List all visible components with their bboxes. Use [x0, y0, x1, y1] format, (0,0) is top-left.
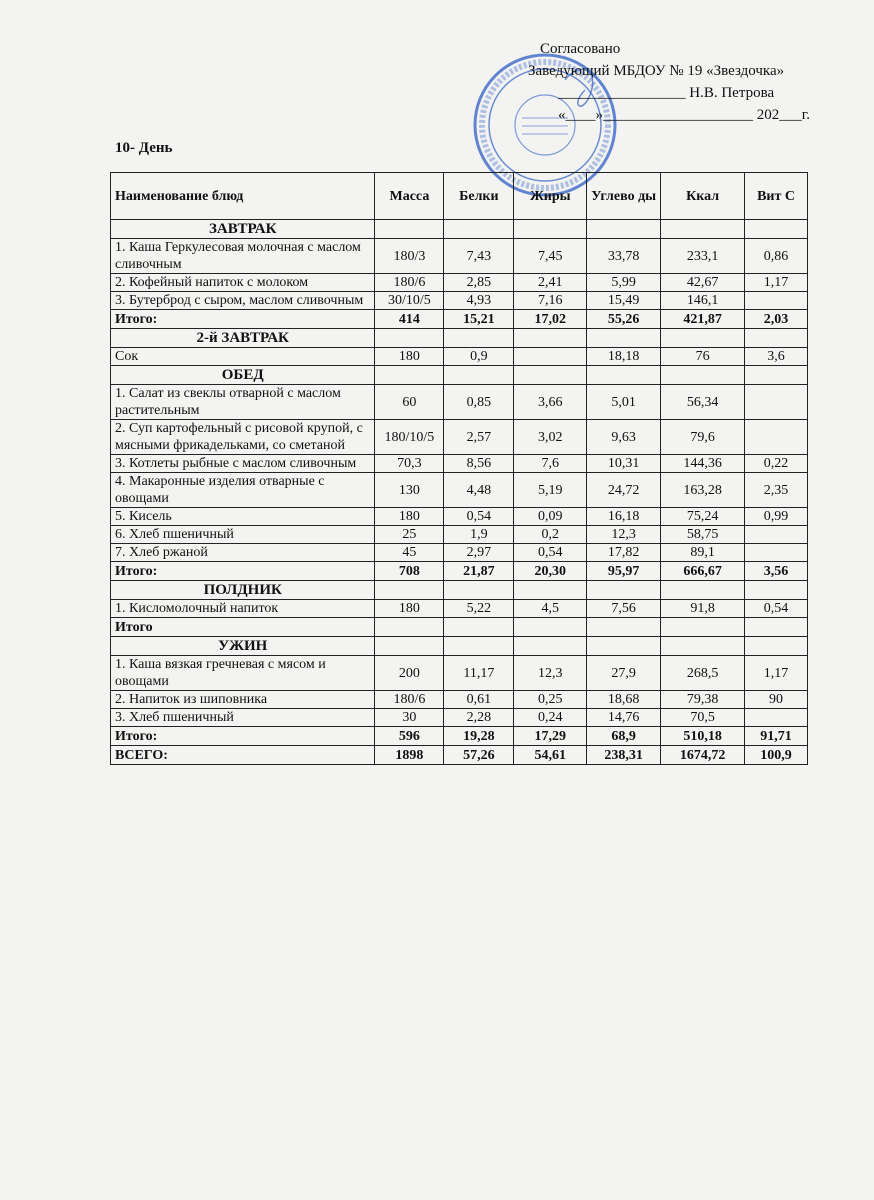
table-row	[111, 292, 808, 310]
cell-fats: 0,25	[514, 691, 587, 709]
cell-fats	[514, 581, 587, 600]
cell-dish-name: 3. Хлеб пшеничный	[111, 709, 375, 727]
approval-position: Заведующий МБДОУ № 19 «Звездочка»	[528, 63, 785, 79]
cell-carbs: 14,76	[587, 709, 661, 727]
cell-proteins: 2,57	[444, 420, 514, 455]
cell-mass: 200	[375, 656, 444, 691]
cell-vitamin-c: 3,6	[745, 348, 808, 366]
cell-kcal: 1674,72	[661, 746, 745, 765]
cell-fats	[514, 329, 587, 348]
cell-kcal: 75,24	[661, 508, 745, 526]
cell-fats	[514, 348, 587, 366]
header-carbs: Углево ды	[587, 173, 661, 220]
cell-kcal	[661, 618, 745, 637]
cell-mass	[375, 220, 444, 239]
approval-date-line: «____»____________________ 202___г.	[558, 107, 810, 123]
table-row	[111, 455, 808, 473]
cell-fats: 0,2	[514, 526, 587, 544]
total-row	[111, 727, 808, 746]
cell-proteins: 0,61	[444, 691, 514, 709]
cell-vitamin-c	[745, 709, 808, 727]
cell-kcal: 89,1	[661, 544, 745, 562]
cell-kcal: 58,75	[661, 526, 745, 544]
cell-vitamin-c: 0,22	[745, 455, 808, 473]
table-row	[111, 656, 808, 691]
header-kcal: Ккал	[661, 173, 745, 220]
section-row	[111, 329, 808, 348]
cell-carbs: 55,26	[587, 310, 661, 329]
cell-proteins	[444, 366, 514, 385]
cell-mass: 30/10/5	[375, 292, 444, 310]
cell-kcal: 56,34	[661, 385, 745, 420]
cell-mass	[375, 581, 444, 600]
cell-mass: 30	[375, 709, 444, 727]
cell-kcal: 146,1	[661, 292, 745, 310]
cell-mass: 70,3	[375, 455, 444, 473]
cell-proteins: 4,93	[444, 292, 514, 310]
cell-kcal	[661, 637, 745, 656]
header-dish-name: Наименование блюд	[111, 173, 375, 220]
cell-mass: 45	[375, 544, 444, 562]
cell-fats: 17,29	[514, 727, 587, 746]
table-row	[111, 420, 808, 455]
cell-fats: 7,6	[514, 455, 587, 473]
cell-proteins	[444, 581, 514, 600]
cell-vitamin-c: 91,71	[745, 727, 808, 746]
cell-fats: 7,45	[514, 239, 587, 274]
cell-fats: 54,61	[514, 746, 587, 765]
cell-proteins: 0,54	[444, 508, 514, 526]
cell-kcal: 421,87	[661, 310, 745, 329]
cell-vitamin-c: 2,35	[745, 473, 808, 508]
total-row	[111, 618, 808, 637]
cell-vitamin-c	[745, 420, 808, 455]
cell-vitamin-c	[745, 526, 808, 544]
cell-carbs: 24,72	[587, 473, 661, 508]
cell-proteins: 2,97	[444, 544, 514, 562]
cell-carbs: 18,18	[587, 348, 661, 366]
cell-proteins: 15,21	[444, 310, 514, 329]
cell-proteins: 57,26	[444, 746, 514, 765]
cell-carbs: 9,63	[587, 420, 661, 455]
cell-vitamin-c	[745, 618, 808, 637]
cell-proteins	[444, 329, 514, 348]
cell-mass: 60	[375, 385, 444, 420]
cell-dish-name: УЖИН	[111, 637, 375, 656]
cell-vitamin-c	[745, 544, 808, 562]
cell-carbs: 17,82	[587, 544, 661, 562]
cell-vitamin-c: 3,56	[745, 562, 808, 581]
cell-vitamin-c	[745, 637, 808, 656]
header-vitamin-c: Вит С	[745, 173, 808, 220]
cell-carbs: 238,31	[587, 746, 661, 765]
table-row	[111, 709, 808, 727]
cell-vitamin-c: 2,03	[745, 310, 808, 329]
table-row	[111, 526, 808, 544]
cell-fats: 0,09	[514, 508, 587, 526]
cell-dish-name: 3. Котлеты рыбные с маслом сливочным	[111, 455, 375, 473]
cell-proteins: 21,87	[444, 562, 514, 581]
cell-dish-name: 1. Каша вязкая гречневая с мясом и овощами	[111, 656, 375, 691]
cell-dish-name: 1. Каша Геркулесовая молочная с маслом сливочным	[111, 239, 375, 274]
cell-proteins: 2,28	[444, 709, 514, 727]
cell-proteins	[444, 637, 514, 656]
cell-fats: 20,30	[514, 562, 587, 581]
cell-dish-name: Итого:	[111, 562, 375, 581]
cell-proteins: 7,43	[444, 239, 514, 274]
cell-fats: 3,66	[514, 385, 587, 420]
cell-kcal: 233,1	[661, 239, 745, 274]
table-row	[111, 274, 808, 292]
cell-kcal: 268,5	[661, 656, 745, 691]
cell-mass: 180	[375, 508, 444, 526]
cell-dish-name: Сок	[111, 348, 375, 366]
cell-kcal	[661, 366, 745, 385]
cell-mass: 180/6	[375, 274, 444, 292]
table-row	[111, 508, 808, 526]
cell-vitamin-c	[745, 292, 808, 310]
cell-vitamin-c: 0,99	[745, 508, 808, 526]
cell-fats: 12,3	[514, 656, 587, 691]
cell-vitamin-c	[745, 329, 808, 348]
approval-title: Согласовано	[540, 41, 621, 57]
cell-dish-name: 2. Напиток из шиповника	[111, 691, 375, 709]
cell-fats: 5,19	[514, 473, 587, 508]
menu-table	[110, 172, 808, 765]
cell-fats: 2,41	[514, 274, 587, 292]
cell-kcal	[661, 581, 745, 600]
table-row	[111, 385, 808, 420]
header-fats: Жиры	[514, 173, 587, 220]
cell-dish-name: 6. Хлеб пшеничный	[111, 526, 375, 544]
cell-carbs: 68,9	[587, 727, 661, 746]
cell-proteins: 4,48	[444, 473, 514, 508]
cell-dish-name: 3. Бутерброд с сыром, маслом сливочным	[111, 292, 375, 310]
table-row	[111, 600, 808, 618]
cell-kcal: 666,67	[661, 562, 745, 581]
cell-mass: 25	[375, 526, 444, 544]
cell-fats: 4,5	[514, 600, 587, 618]
cell-carbs	[587, 329, 661, 348]
cell-carbs: 15,49	[587, 292, 661, 310]
cell-carbs: 16,18	[587, 508, 661, 526]
header-mass: Масса	[375, 173, 444, 220]
cell-mass: 180	[375, 348, 444, 366]
cell-fats: 0,24	[514, 709, 587, 727]
table-header-row	[111, 173, 808, 220]
cell-dish-name: 5. Кисель	[111, 508, 375, 526]
cell-mass	[375, 618, 444, 637]
table-row	[111, 691, 808, 709]
cell-carbs: 10,31	[587, 455, 661, 473]
cell-carbs: 7,56	[587, 600, 661, 618]
cell-dish-name: 4. Макаронные изделия отварные с овощами	[111, 473, 375, 508]
cell-proteins	[444, 220, 514, 239]
total-row	[111, 746, 808, 765]
cell-dish-name: Итого:	[111, 310, 375, 329]
approval-signature-line: _________________ Н.В. Петрова	[558, 85, 775, 101]
cell-fats: 0,54	[514, 544, 587, 562]
table-row	[111, 544, 808, 562]
section-row	[111, 581, 808, 600]
cell-kcal: 91,8	[661, 600, 745, 618]
cell-mass: 180	[375, 600, 444, 618]
cell-kcal: 510,18	[661, 727, 745, 746]
cell-kcal: 79,6	[661, 420, 745, 455]
section-row	[111, 637, 808, 656]
cell-proteins	[444, 618, 514, 637]
cell-fats	[514, 637, 587, 656]
section-row	[111, 220, 808, 239]
cell-kcal: 70,5	[661, 709, 745, 727]
cell-vitamin-c: 90	[745, 691, 808, 709]
cell-vitamin-c: 0,86	[745, 239, 808, 274]
cell-carbs: 12,3	[587, 526, 661, 544]
cell-carbs	[587, 220, 661, 239]
cell-mass	[375, 637, 444, 656]
cell-vitamin-c	[745, 220, 808, 239]
cell-kcal	[661, 329, 745, 348]
cell-carbs: 18,68	[587, 691, 661, 709]
cell-proteins: 0,9	[444, 348, 514, 366]
cell-proteins: 19,28	[444, 727, 514, 746]
cell-fats: 17,02	[514, 310, 587, 329]
cell-proteins: 5,22	[444, 600, 514, 618]
cell-fats: 3,02	[514, 420, 587, 455]
table-row	[111, 348, 808, 366]
cell-proteins: 8,56	[444, 455, 514, 473]
cell-kcal: 163,28	[661, 473, 745, 508]
total-row	[111, 562, 808, 581]
cell-kcal	[661, 220, 745, 239]
cell-mass: 596	[375, 727, 444, 746]
cell-dish-name: ОБЕД	[111, 366, 375, 385]
cell-carbs: 5,01	[587, 385, 661, 420]
cell-kcal: 79,38	[661, 691, 745, 709]
cell-vitamin-c: 0,54	[745, 600, 808, 618]
table-row	[111, 239, 808, 274]
header-proteins: Белки	[444, 173, 514, 220]
cell-kcal: 76	[661, 348, 745, 366]
cell-carbs	[587, 637, 661, 656]
cell-dish-name: ЗАВТРАК	[111, 220, 375, 239]
cell-vitamin-c	[745, 581, 808, 600]
cell-mass	[375, 366, 444, 385]
cell-fats	[514, 220, 587, 239]
day-title: 10- День	[115, 140, 173, 156]
cell-mass: 130	[375, 473, 444, 508]
cell-kcal: 42,67	[661, 274, 745, 292]
cell-kcal: 144,36	[661, 455, 745, 473]
cell-fats: 7,16	[514, 292, 587, 310]
approval-block	[528, 38, 810, 126]
cell-dish-name: 2-й ЗАВТРАК	[111, 329, 375, 348]
cell-mass: 180/3	[375, 239, 444, 274]
cell-vitamin-c	[745, 385, 808, 420]
cell-dish-name: Итого	[111, 618, 375, 637]
cell-carbs	[587, 366, 661, 385]
cell-mass: 180/10/5	[375, 420, 444, 455]
cell-carbs: 27,9	[587, 656, 661, 691]
cell-vitamin-c: 1,17	[745, 656, 808, 691]
cell-carbs: 5,99	[587, 274, 661, 292]
cell-proteins: 11,17	[444, 656, 514, 691]
cell-dish-name: 2. Кофейный напиток с молоком	[111, 274, 375, 292]
cell-carbs	[587, 618, 661, 637]
cell-mass: 180/6	[375, 691, 444, 709]
cell-dish-name: Итого:	[111, 727, 375, 746]
cell-dish-name: ВСЕГО:	[111, 746, 375, 765]
cell-dish-name: ПОЛДНИК	[111, 581, 375, 600]
cell-mass	[375, 329, 444, 348]
table-row	[111, 473, 808, 508]
cell-vitamin-c: 1,17	[745, 274, 808, 292]
cell-dish-name: 1. Кисломолочный напиток	[111, 600, 375, 618]
section-row	[111, 366, 808, 385]
cell-carbs: 95,97	[587, 562, 661, 581]
cell-vitamin-c	[745, 366, 808, 385]
cell-proteins: 1,9	[444, 526, 514, 544]
cell-mass: 414	[375, 310, 444, 329]
cell-dish-name: 7. Хлеб ржаной	[111, 544, 375, 562]
cell-dish-name: 2. Суп картофельный с рисовой крупой, с мясными фрикадельками, со сметаной	[111, 420, 375, 455]
cell-proteins: 2,85	[444, 274, 514, 292]
cell-carbs	[587, 581, 661, 600]
cell-fats	[514, 618, 587, 637]
cell-carbs: 33,78	[587, 239, 661, 274]
cell-mass: 1898	[375, 746, 444, 765]
cell-dish-name: 1. Салат из свеклы отварной с маслом растительным	[111, 385, 375, 420]
cell-vitamin-c: 100,9	[745, 746, 808, 765]
cell-fats	[514, 366, 587, 385]
cell-proteins: 0,85	[444, 385, 514, 420]
cell-mass: 708	[375, 562, 444, 581]
total-row	[111, 310, 808, 329]
